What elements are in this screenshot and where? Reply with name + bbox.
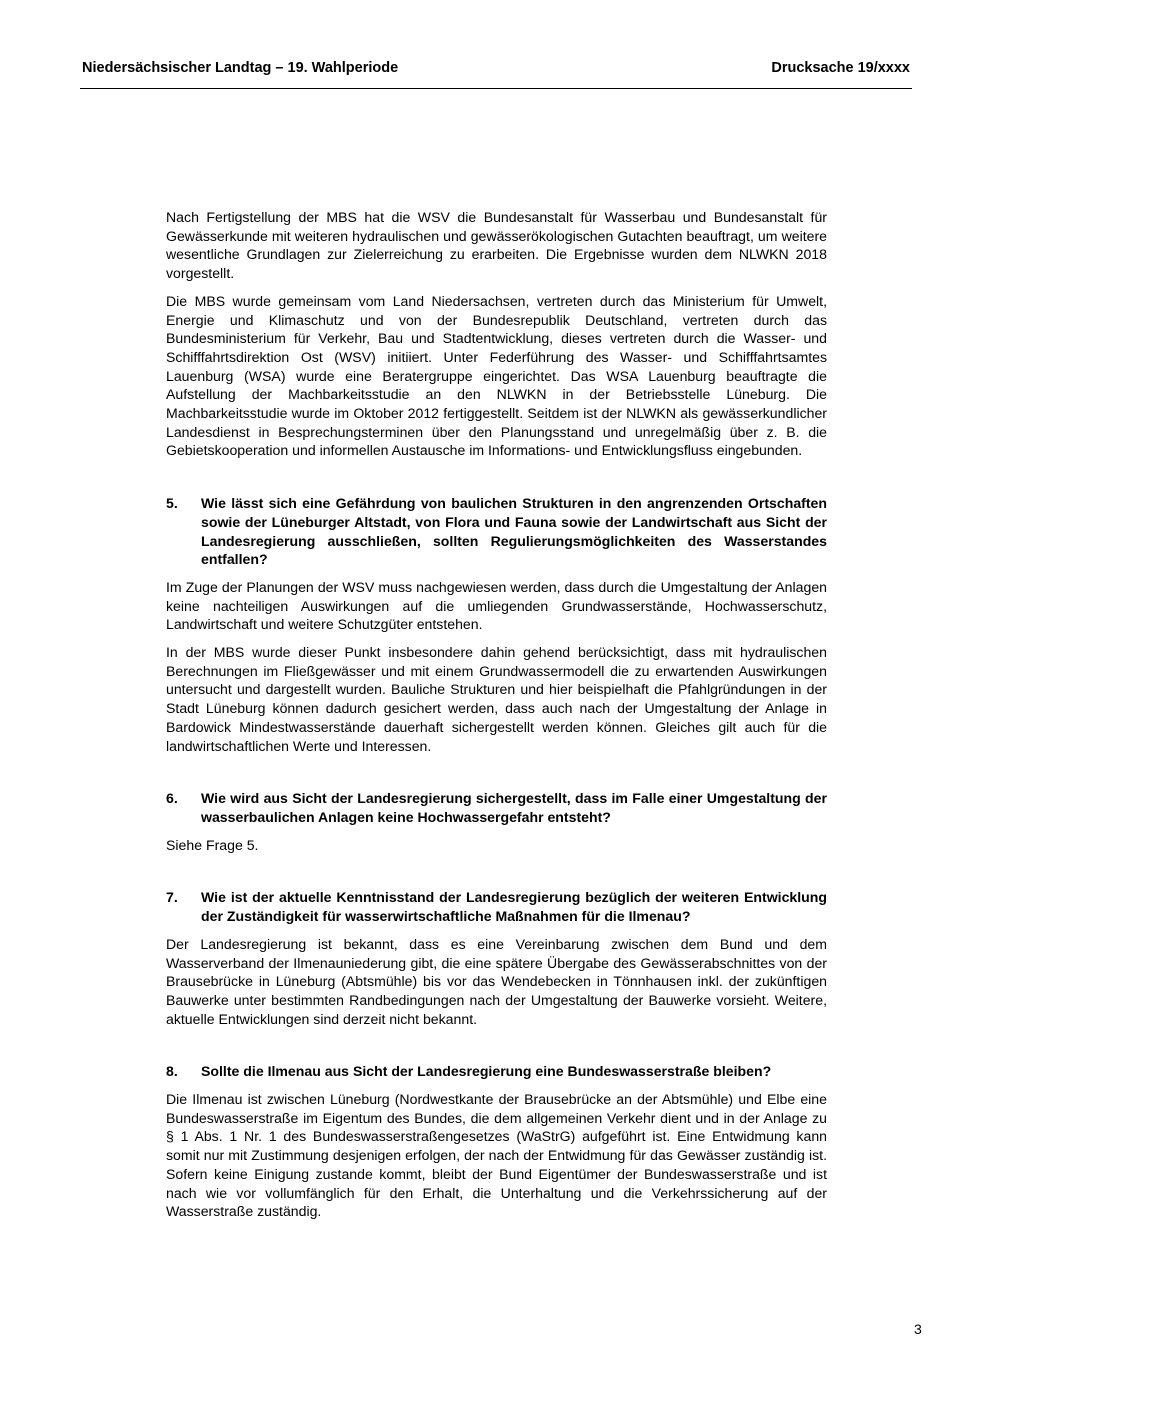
question-6 [166, 789, 827, 826]
question-7 [166, 888, 827, 925]
question-number: 5. [166, 495, 178, 512]
question-text: Wie lässt sich eine Gefährdung von baulichen Strukturen in den angrenzenden Ortschaften sowie der Lüneburger Altstadt, von Flora und Fauna sowie der Landwirtschaft aus Sicht der Landesregierung ausschließen, sollten Regulierungsmöglichkeiten des Wasserstandes entfallen? [201, 495, 827, 568]
answer-8: Die Ilmenau ist zwischen Lüneburg (Nordwestkante der Brausebrücke an der Abtsmühle) und Elbe eine Bundeswasserstraße im Eigentum des Bundes, die dem allgemeinen Verkehr dient und in der Anlage zu § 1 Abs. 1 Nr. 1 des Bundeswasserstraßengesetzes (WaStrG) aufgeführt ist. Eine Entwidmung kann somit nur mit Zustimmung desjenigen erfolgen, der nach der Entwidmung für das Gewässer zuständig ist. Sofern keine Einigung zustande kommt, bleibt der Bund Eigentümer der Bundeswasserstraße und ist nach wie vor vollumfänglich für den Erhalt, die Unterhaltung und die Verkehrssicherung auf der Wasserstraße zuständig. [166, 1091, 827, 1220]
question-text: Wie wird aus Sicht der Landesregierung sichergestellt, dass im Falle einer Umgestaltung der wasserbaulichen Anlagen keine Hochwassergefahr entsteht? [201, 790, 827, 825]
paragraph-mbs-followup: Nach Fertigstellung der MBS hat die WSV die Bundesanstalt für Wasserbau und Bundesanstalt für Gewässerkunde mit weiteren hydraulischen und gewässerökologischen Gutachten beauftragt, um weitere wesentliche Grundlagen zur Zielerreichung zu erarbeiten. Die Ergebnisse wurden dem NLWKN 2018 vorgestellt. [166, 209, 827, 282]
answer-6: Siehe Frage 5. [166, 836, 259, 853]
answer-7: Der Landesregierung ist bekannt, dass es eine Vereinbarung zwischen dem Bund und dem Wasserverband der Ilmenauniederung gibt, die eine spätere Übergabe des Gewässerabschnittes von der Brausebrücke in Lüneburg (Abtsmühle) bis vor das Wendebecken in Tönnhausen inkl. der zukünftigen Bauwerke unter bestimmten Randbedingungen nach der Umgestaltung der Bauwerke vorsieht. Weitere, aktuelle Entwicklungen sind derzeit nicht bekannt. [166, 935, 827, 1027]
document-body [166, 208, 827, 1230]
question-text: Wie ist der aktuelle Kenntnisstand der Landesregierung bezüglich der weiteren Entwicklung der Zuständigkeit für wasserwirtschaftliche Maßnahmen für die Ilmenau? [201, 889, 827, 925]
answer-5-paragraph-2: In der MBS wurde dieser Punkt insbesondere dahin gehend berücksichtigt, dass mit hydraulischen Berechnungen im Fließgewässer und mit einem Grundwassermodell die zu erwartenden Auswirkungen untersucht und dargestellt wurden. Bauliche Strukturen und hier beispielhaft die Pfahlgründungen in der Stadt Lüneburg können dadurch gesichert werden, dass auch nach der Umgestaltung der Anlage in Bardowick Mindestwasserstände dauerhaft sichergestellt werden können. Gleiches gilt auch für die landwirtschaftlichen Werte und Interessen. [166, 644, 827, 754]
question-8 [166, 1062, 827, 1081]
answer-5-paragraph-1: Im Zuge der Planungen der WSV muss nachgewiesen werden, dass durch die Umgestaltung der Anlagen keine nachteiligen Auswirkungen auf die umliegenden Grundwasserstände, Hochwasserschutz, Landwirtschaft und weitere Schutzgüter entstehen. [166, 578, 827, 633]
header-document-number: Drucksache 19/xxxx [771, 60, 910, 76]
paragraph-mbs-background: Die MBS wurde gemeinsam vom Land Niedersachsen, vertreten durch das Ministerium für Umwelt, Energie und Klimaschutz und von der Bundesrepublik Deutschland, vertreten durch das Bundesministerium für Verkehr, Bau und Stadtentwicklung, dieses vertreten durch die Wasser- und Schifffahrtsdirektion Ost (WSV) initiiert. Unter Federführung des Wasser- und Schifffahrtsamtes Lauenburg (WSA) wurde eine Beratergruppe eingerichtet. Das WSA Lauenburg beauftragte die Aufstellung der Machbarkeitsstudie an den NLWKN in der Betriebsstelle Lüneburg. Die Machbarkeitsstudie wurde im Oktober 2012 fertiggestellt. Seitdem ist der NLWKN als gewässerkundlicher Landesdienst in Besprechungsterminen über den Planungsstand und unregelmäßig über z. B. die Gebietskooperation und informellen Austausche im Informations- und Entwicklungsfluss eingebunden. [166, 292, 827, 459]
page-header [80, 60, 912, 89]
question-text: Sollte die Ilmenau aus Sicht der Landesregierung eine Bundeswasserstraße bleiben? [201, 1063, 772, 1080]
question-number: 7. [166, 889, 178, 906]
question-5 [166, 494, 827, 569]
page-number: 3 [914, 1321, 922, 1337]
question-number: 8. [166, 1063, 178, 1080]
header-parliament-title: Niedersächsischer Landtag – 19. Wahlperiode [82, 60, 399, 76]
question-number: 6. [166, 790, 178, 807]
